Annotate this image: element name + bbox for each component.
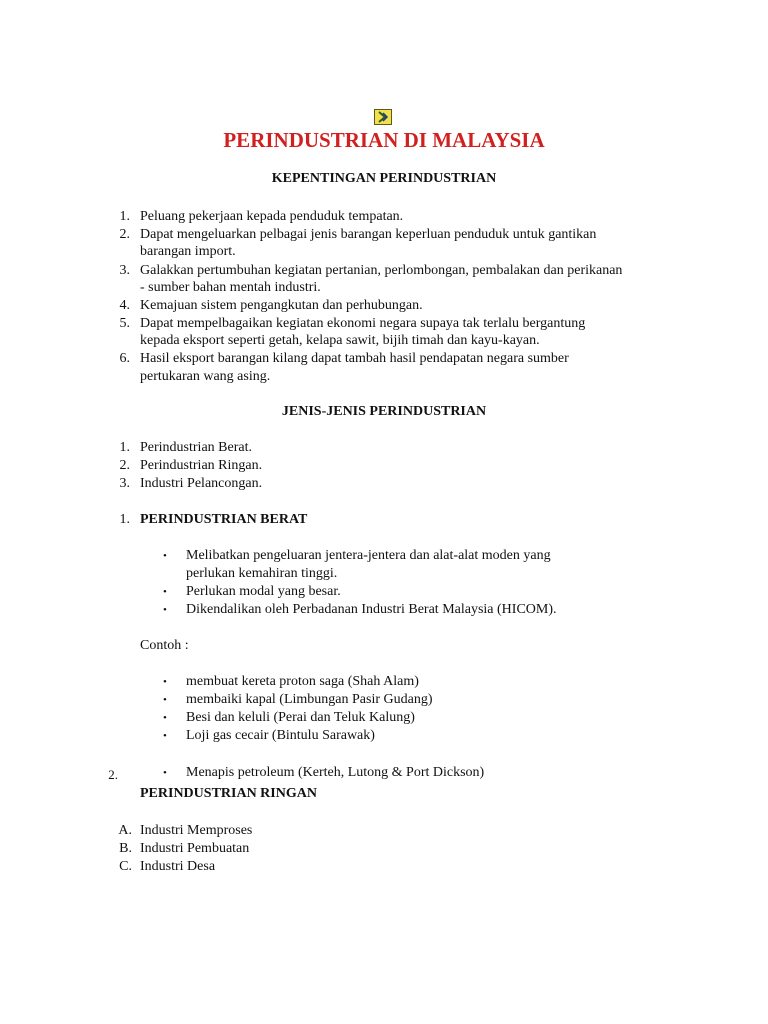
list-item-continuation: - sumber bahan mentah industri. (140, 280, 321, 295)
bullet-icon: • (163, 550, 167, 562)
list-item: Besi dan keluli (Perai dan Teluk Kalung) (186, 710, 415, 725)
list-number: C. (119, 859, 132, 874)
list-item-continuation: kepada eksport seperti getah, kelapa sawit, bijih timah dan kayu-kayan. (140, 333, 540, 348)
list-number: 2. (119, 458, 130, 473)
list-item-continuation: perlukan kemahiran tinggi. (186, 566, 338, 581)
list-item-continuation: pertukaran wang asing. (140, 369, 271, 384)
bullet-icon: • (163, 767, 167, 779)
list-item: Kemajuan sistem pengangkutan dan perhubungan. (140, 298, 423, 313)
list-item: Industri Desa (140, 859, 216, 874)
list-number: A. (118, 823, 132, 838)
section-heading-jenis: JENIS-JENIS PERINDUSTRIAN (281, 404, 487, 419)
list-item: Menapis petroleum (Kerteh, Lutong & Port Dickson) (186, 765, 485, 780)
section-number: 2. (108, 767, 118, 782)
list-number: 4. (119, 298, 130, 313)
page-title: PERINDUSTRIAN DI MALAYSIA (223, 128, 545, 152)
bullet-icon: • (163, 676, 167, 688)
list-item: Industri Pembuatan (140, 841, 250, 856)
list-item: membuat kereta proton saga (Shah Alam) (186, 674, 419, 689)
list-number: 2. (119, 227, 130, 242)
list-item: Dapat mempelbagaikan kegiatan ekonomi negara supaya tak terlalu bergantung (140, 316, 586, 331)
list-number: 5. (119, 316, 130, 331)
list-number: B. (119, 841, 132, 856)
list-item: Dikendalikan oleh Perbadanan Industri Berat Malaysia (HICOM). (186, 602, 557, 617)
document-link-icon[interactable] (374, 109, 392, 125)
list-item: Perlukan modal yang besar. (186, 584, 341, 599)
bullet-icon: • (163, 730, 167, 742)
bullet-icon: • (163, 586, 167, 598)
list-item: Melibatkan pengeluaran jentera-jentera dan alat-alat moden yang (186, 548, 551, 563)
list-item: Galakkan pertumbuhan kegiatan pertanian, perlombongan, pembalakan dan perikanan (140, 263, 623, 278)
list-number: 3. (119, 263, 130, 278)
section-heading-berat: PERINDUSTRIAN BERAT (140, 512, 308, 527)
bullet-icon: • (163, 694, 167, 706)
section-number: 1. (119, 512, 130, 527)
list-number: 1. (119, 209, 130, 224)
list-item: Perindustrian Berat. (140, 440, 252, 455)
list-number: 1. (119, 440, 130, 455)
list-item: Loji gas cecair (Bintulu Sarawak) (186, 728, 375, 743)
list-item: Hasil eksport barangan kilang dapat tambah hasil pendapatan negara sumber (140, 351, 569, 366)
list-item: membaiki kapal (Limbungan Pasir Gudang) (186, 692, 433, 707)
list-item-continuation: barangan import. (140, 244, 236, 259)
list-number: 3. (119, 476, 130, 491)
list-item: Peluang pekerjaan kepada penduduk tempatan. (140, 209, 404, 224)
list-item: Perindustrian Ringan. (140, 458, 263, 473)
bullet-icon: • (163, 604, 167, 616)
contoh-label: Contoh : (140, 638, 189, 653)
bullet-icon: • (163, 712, 167, 724)
section-heading-ringan: PERINDUSTRIAN RINGAN (140, 786, 317, 801)
section-heading-kepentingan: KEPENTINGAN PERINDUSTRIAN (271, 171, 497, 186)
list-item: Industri Memproses (140, 823, 253, 838)
list-item: Industri Pelancongan. (140, 476, 263, 491)
list-number: 6. (119, 351, 130, 366)
list-item: Dapat mengeluarkan pelbagai jenis barangan keperluan penduduk untuk gantikan (140, 227, 597, 242)
